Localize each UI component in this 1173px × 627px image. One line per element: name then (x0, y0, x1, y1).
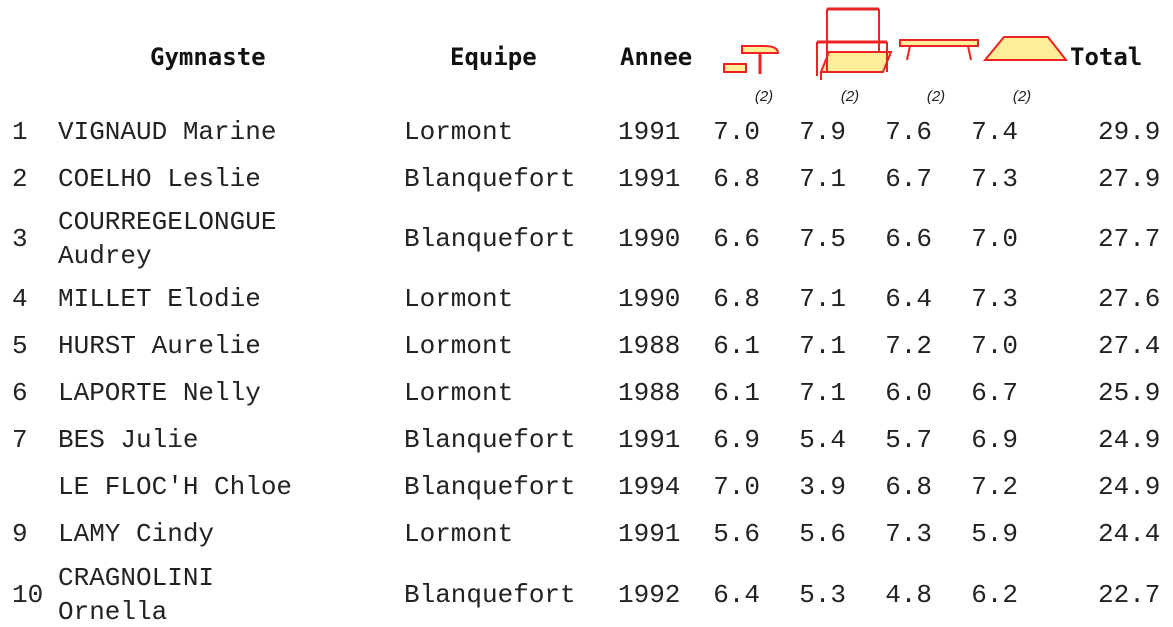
year-cell: 1988 (618, 331, 681, 361)
total-score: 27.4 (1098, 331, 1161, 361)
header-total: Total (1070, 43, 1143, 71)
rank-cell: 9 (12, 519, 28, 549)
uneven-bars-icon (813, 6, 893, 82)
apparatus-score: 7.2 (971, 472, 1018, 502)
rank-cell: 10 (12, 580, 44, 610)
year-cell: 1994 (618, 472, 681, 502)
total-score: 24.9 (1098, 425, 1161, 455)
apparatus-score: 6.9 (713, 425, 760, 455)
total-score: 22.7 (1098, 580, 1161, 610)
total-score: 27.9 (1098, 164, 1161, 194)
rank-cell: 7 (12, 425, 28, 455)
apparatus-score: 6.8 (713, 164, 760, 194)
team-cell: Lormont (404, 117, 514, 147)
team-cell: Blanquefort (404, 472, 576, 502)
apparatus-score: 6.4 (713, 580, 760, 610)
apparatus-score: 7.0 (971, 331, 1018, 361)
total-score: 25.9 (1098, 378, 1161, 408)
apparatus-score: 7.5 (799, 224, 846, 254)
team-cell: Blanquefort (404, 425, 576, 455)
gymnast-name: LAMY Cindy (58, 519, 215, 549)
apparatus-score: 6.8 (885, 472, 932, 502)
apparatus-score: 5.6 (713, 519, 760, 549)
gymnast-name: BES Julie (58, 425, 199, 455)
year-cell: 1992 (618, 580, 681, 610)
apparatus-score: 7.0 (713, 117, 760, 147)
team-cell: Lormont (404, 331, 514, 361)
apparatus-score: 7.1 (799, 331, 846, 361)
apparatus-note-beam: (2) (926, 88, 946, 105)
apparatus-score: 6.6 (713, 224, 760, 254)
team-cell: Lormont (404, 519, 514, 549)
apparatus-score: 5.6 (799, 519, 846, 549)
total-score: 27.6 (1098, 284, 1161, 314)
apparatus-score: 3.9 (799, 472, 846, 502)
apparatus-score: 7.3 (885, 519, 932, 549)
team-cell: Blanquefort (404, 164, 576, 194)
header-gymnast: Gymnaste (150, 43, 266, 71)
apparatus-score: 6.6 (885, 224, 932, 254)
floor-icon (982, 34, 1068, 64)
apparatus-score: 5.7 (885, 425, 932, 455)
gymnast-name: LE FLOC'H Chloe (58, 472, 293, 502)
apparatus-score: 6.1 (713, 378, 760, 408)
rank-cell: 4 (12, 284, 28, 314)
year-cell: 1988 (618, 378, 681, 408)
gymnast-name: MILLET Elodie (58, 284, 261, 314)
team-cell: Blanquefort (404, 580, 576, 610)
rank-cell: 1 (12, 117, 28, 147)
apparatus-score: 7.2 (885, 331, 932, 361)
team-cell: Blanquefort (404, 224, 576, 254)
rank-cell: 6 (12, 378, 28, 408)
year-cell: 1991 (618, 519, 681, 549)
total-score: 27.7 (1098, 224, 1161, 254)
apparatus-score: 7.4 (971, 117, 1018, 147)
apparatus-score: 7.1 (799, 284, 846, 314)
apparatus-note-vault: (2) (754, 88, 774, 105)
apparatus-score: 6.7 (971, 378, 1018, 408)
apparatus-score: 7.9 (799, 117, 846, 147)
total-score: 24.4 (1098, 519, 1161, 549)
header-team: Equipe (450, 43, 537, 71)
year-cell: 1991 (618, 164, 681, 194)
gymnast-name-line2: Ornella (58, 597, 168, 627)
gymnast-name: COELHO Leslie (58, 164, 261, 194)
gymnast-name: HURST Aurelie (58, 331, 261, 361)
gymnast-name-line2: Audrey (58, 241, 152, 271)
total-score: 29.9 (1098, 117, 1161, 147)
year-cell: 1990 (618, 284, 681, 314)
apparatus-score: 5.4 (799, 425, 846, 455)
year-cell: 1991 (618, 117, 681, 147)
year-cell: 1991 (618, 425, 681, 455)
apparatus-score: 6.4 (885, 284, 932, 314)
total-score: 24.9 (1098, 472, 1161, 502)
apparatus-score: 7.1 (799, 378, 846, 408)
apparatus-score: 4.8 (885, 580, 932, 610)
rank-cell: 3 (12, 224, 28, 254)
apparatus-score: 7.0 (971, 224, 1018, 254)
rank-cell: 5 (12, 331, 28, 361)
apparatus-note-bars: (2) (840, 88, 860, 105)
rank-cell: 2 (12, 164, 28, 194)
gymnast-name: COURREGELONGUE (58, 207, 277, 237)
apparatus-note-floor: (2) (1012, 88, 1032, 105)
year-cell: 1990 (618, 224, 681, 254)
team-cell: Lormont (404, 378, 514, 408)
apparatus-score: 6.1 (713, 331, 760, 361)
team-cell: Lormont (404, 284, 514, 314)
apparatus-score: 5.9 (971, 519, 1018, 549)
gymnast-name: LAPORTE Nelly (58, 378, 261, 408)
apparatus-score: 7.3 (971, 284, 1018, 314)
balance-beam-icon (898, 36, 982, 62)
apparatus-score: 6.9 (971, 425, 1018, 455)
apparatus-score: 7.6 (885, 117, 932, 147)
apparatus-score: 6.0 (885, 378, 932, 408)
apparatus-score: 6.2 (971, 580, 1018, 610)
apparatus-score: 5.3 (799, 580, 846, 610)
apparatus-score: 6.8 (713, 284, 760, 314)
gymnast-name: VIGNAUD Marine (58, 117, 277, 147)
header-year: Annee (620, 43, 693, 71)
gymnast-name: CRAGNOLINI (58, 563, 215, 593)
apparatus-score: 7.0 (713, 472, 760, 502)
apparatus-score: 7.1 (799, 164, 846, 194)
vault-icon (722, 42, 802, 78)
apparatus-score: 7.3 (971, 164, 1018, 194)
apparatus-score: 6.7 (885, 164, 932, 194)
